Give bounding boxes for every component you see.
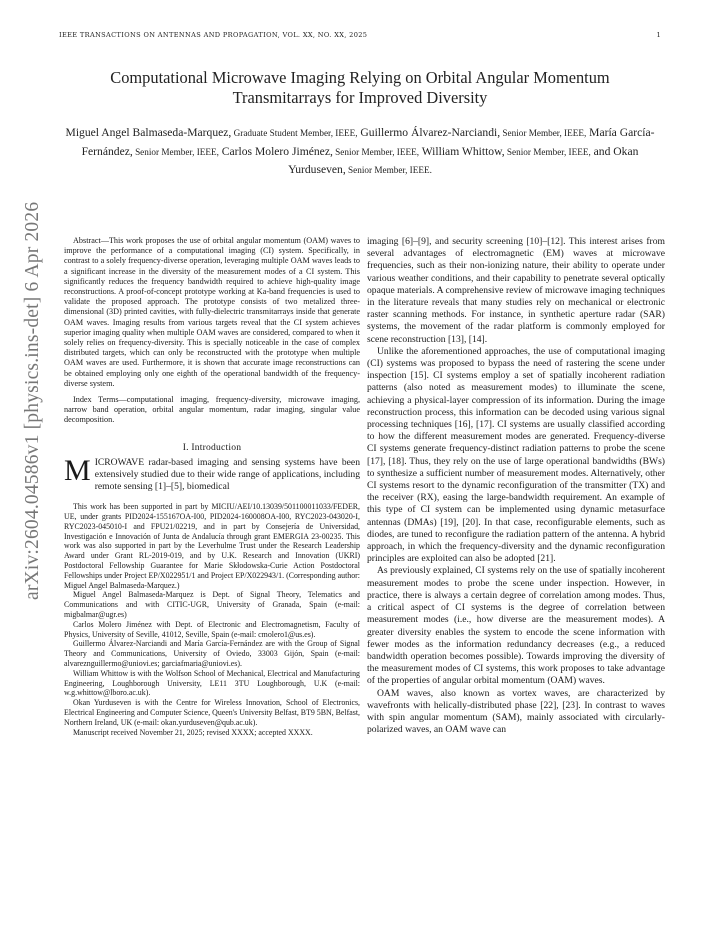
body-paragraph: As previously explained, CI systems rely on the use of spatially incoherent measurement modes to probe the scene under inspection. However, in practice, there is always a certain degree of correlation among modes. Thus, a critical aspect of CI systems is the degree of correlation between measurement modes (i.e., how diverse are the measurement modes). A greater diversity enables the system to encode the scene information with fewer modes as the information redundancy decreases (e.g., a reduced bandwidth operation becomes possible). Towards improving the diversity of the measurement modes of CI systems, this work proposes to take advantage of the properties of angular orbital momentum (OAM) waves. bbox=[367, 565, 665, 687]
index-terms: Index Terms—computational imaging, frequency-diversity, microwave imaging, narrow band operation, orbital angular momentum, radar imaging, singular value decomposition. bbox=[64, 395, 360, 425]
footnote-affiliation: Guillermo Álvarez-Narciandi and María García-Fernández are with the Group of Signal Theory and Communications, University of Oviedo, 33003 Gijón, Spain (e-mail: alvareznguillermo@uniovi.es; garciafmaria@uniovi.es). bbox=[64, 639, 360, 669]
author-grade: Senior Member, IEEE, bbox=[332, 146, 419, 157]
intro-paragraph bbox=[64, 453, 360, 494]
body-paragraph: imaging [6]–[9], and security screening [10]–[12]. This interest arises from several advantages of electromagnetic (EM) waves at microwave frequencies, such as their non-ionizing nature, their ability to operate under various weather conditions, and their capability to penetrate several optically opaque materials. A comprehensive review of microwave imaging techniques in the literature reveals that many studies rely on mechanical or electronic raster scanning methods. For instance, in synthetic aperture radar (SAR) systems, the movement of the radar platform is commonly employed for scene reconstruction [13], [14]. bbox=[367, 236, 665, 345]
author-list bbox=[60, 124, 660, 180]
drop-cap: M bbox=[64, 453, 91, 487]
author-name: William Whittow, bbox=[419, 144, 505, 158]
footnotes bbox=[64, 502, 360, 737]
author-name: Guillermo Álvarez-Narciandi, bbox=[357, 126, 501, 139]
footnote-affiliation: Carlos Molero Jiménez with Dept. of Electronic and Electromagnetism, Faculty of Physics, University of Seville, 41012, Seville, Spain (e-mail: cmolero1@us.es). bbox=[64, 619, 360, 639]
footnote-affiliation: William Whittow is with the Wolfson School of Mechanical, Electrical and Manufacturing Engineering, Loughborough University, LE11 3TU Loughborough, U.K (e-mail: w.g.whittow@lboro.ac.uk). bbox=[64, 668, 360, 698]
body-paragraph: OAM waves, also known as vortex waves, are characterized by wavefronts with helically-distributed phase [22], [23]. In contrast to waves with spin angular momentum (SAM), mainly associated with circularly-polarized waves, an OAM wave can bbox=[367, 687, 665, 736]
arxiv-watermark: arXiv:2604.04586v1 [physics.ins-det] 6 Apr 2026 bbox=[22, 201, 43, 600]
intro-text: ICROWAVE radar-based imaging and sensing systems have been extensively studied due to their wide range of applications, including remote sensing [1]–[5], biomedical bbox=[94, 456, 360, 493]
left-column bbox=[64, 236, 360, 737]
right-column bbox=[367, 236, 665, 736]
author-grade: Graduate Student Member, IEEE, bbox=[231, 128, 358, 138]
author-name: Carlos Molero Jiménez, bbox=[218, 144, 333, 158]
footnote-affiliation: Miguel Angel Balmaseda-Marquez is Dept. of Signal Theory, Telematics and Communications and with CITIC-UGR, University of Granada, Spain (e-mail: migbalmar@ugr.es) bbox=[64, 590, 360, 620]
author-grade: Senior Member, IEEE, bbox=[132, 146, 219, 157]
abstract: Abstract—This work proposes the use of orbital angular momentum (OAM) waves to improve the performance of a computational imaging (CI) system. Specifically, in contrast to a solely frequency-diverse operation, leveraging multiple OAM waves leads to a significant increase in the diversity of the measurement modes of a CI system. This significantly reduces the frequency bandwidth required to achieve high-quality image reconstructions. A proof-of-concept prototype working at Ka-band frequencies is used to validate the proposed approach. The prototype consists of two metalized three-dimensional (3D) printed cavities, with fully-dielectric transmitarrays inside that generate OAM waves. Imaging results from various targets reveal that the CI system achieves superior imaging quality when multiple OAM waves are considered, compared to when it solely relies on frequency-diversity. This is specially noticeable in the case of complex distributed targets, which can only be reconstructed with the prototype when multiple OAM waves are used. Furthermore, it is shown that accurate image reconstructions can be obtained employing only one eighth of the operational bandwidth of the frequency-diverse system. bbox=[64, 236, 360, 388]
author-name: and Okan Yurduseven, bbox=[288, 144, 639, 177]
running-header bbox=[59, 31, 661, 39]
author-grade: Senior Member, IEEE, bbox=[500, 128, 587, 138]
paper-title: Computational Microwave Imaging Relying on Orbital Angular Momentum Transmitarrays for Improved Diversity bbox=[110, 68, 610, 107]
footnote-funding: This work has been supported in part by MICIU/AEI/10.13039/501100011033/FEDER, UE, under grants PID2024-155167OA-I00, PID2024-160008OA-I00, RYC2023-043020-I, RYC2023-045010-I and FPU21/02219, and in part by Consejería de Universidad, Investigación e Innovación of Junta de Andalucía through grant EMERGIA 23-00235. This work was also supported in part by the Leverhulme Trust under the Research Leadership Award under Grant RL-2019-019, and by U.K. Research and Innovation (UKRI) Postdoctoral Fellowship Guarantee for Marie Skłodowska-Curie Action Postdoctoral Fellowships under Project EP/X022951/1 and Project EP/X022943/1. (Corresponding author: Miguel Angel Balmaseda-Marquez.) bbox=[64, 502, 360, 590]
body-paragraph: Unlike the aforementioned approaches, the use of computational imaging (CI) systems was proposed to bypass the need of rastering the scene under inspection [15]. CI systems employ a set of spatially incoherent radiation patterns (also noted as measurement modes) to illuminate the scene, achieving a physical-layer compression of its information. During the image reconstruction process, this information can be decoded using various signal processing techniques [16], [17]. CI systems are usually classified according to how the different measurement modes are generated. Frequency-diverse CI systems generate frequency-distinct radiation patterns to probe the scene [17], [18]. Thus, they rely on the use of large operational bandwidths (BWs) to synthesize a sufficient number of measurement modes. Alternatively, other CI systems resort to the dynamic reconfiguration of the transmitter (TX) and the receiver (RX), easing the large-bandwidth requirement. An example of this type of CI system can be implemented using dynamic metasurface antennas (DMAs) [19], [20]. In that case, reconfigurable elements, such as diodes, are tuned to reconfigure the radiation pattern of the antenna. A hybrid approach, in which the frequency-diversity and the dynamic reconfiguration principles are exploited can also be adopted [21]. bbox=[367, 345, 665, 565]
page-number: 1 bbox=[656, 31, 661, 39]
author-name: Miguel Angel Balmaseda-Marquez, bbox=[65, 126, 232, 139]
footnote-affiliation: Okan Yurduseven is with the Centre for Wireless Innovation, School of Electronics, Electrical Engineering and Computer Science, Queen's University Belfast, BT9 5BN, Belfast, Northern Ireland, UK (e-mail: okan.yurduseven@qub.ac.uk). bbox=[64, 698, 360, 727]
author-grade: Senior Member, IEEE, bbox=[504, 146, 591, 157]
footnote-manuscript: Manuscript received November 21, 2025; revised XXXX; accepted XXXX. bbox=[73, 727, 313, 737]
section-heading: I. Introduction bbox=[182, 441, 242, 453]
author-grade: Senior Member, IEEE. bbox=[345, 165, 432, 176]
journal-name: IEEE TRANSACTIONS ON ANTENNAS AND PROPAGATION, VOL. XX, NO. XX, 2025 bbox=[59, 31, 368, 39]
author-name: María García-Fernández, bbox=[81, 126, 655, 158]
